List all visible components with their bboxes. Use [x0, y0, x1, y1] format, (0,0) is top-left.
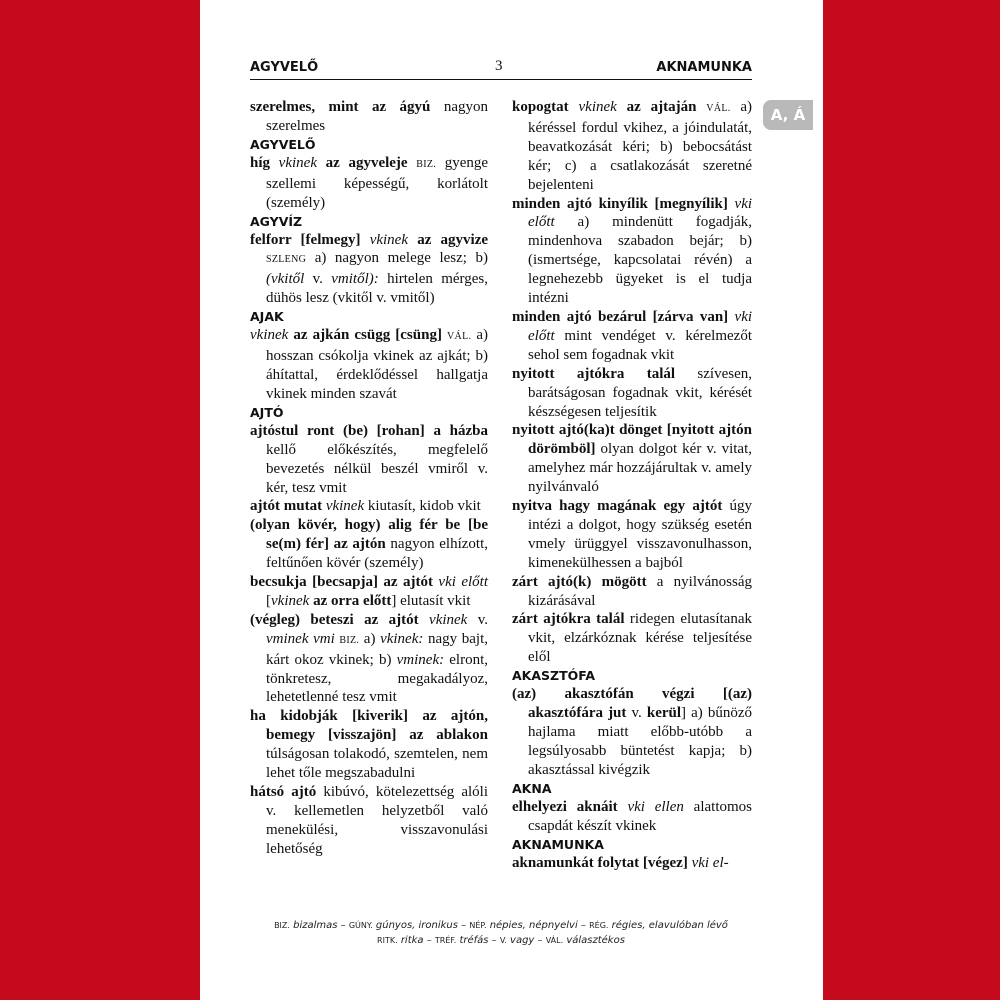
definition-text: vagy –	[506, 935, 546, 946]
phrase-italic: vminek vmi	[266, 630, 335, 647]
definition-text: alattomos csapdát készít vkinek	[528, 798, 752, 834]
definition-text: a) nagyon melege lesz; b)	[306, 250, 488, 267]
phrase-bold: az agyveleje	[325, 154, 408, 171]
dictionary-entry	[512, 610, 752, 667]
phrase-italic: vki előtt	[438, 574, 489, 591]
definition-text	[618, 799, 628, 815]
phrase-bold: (az) akasztófán végzi [(az) akasztófára jut	[512, 686, 752, 722]
headword: AKNAMUNKA	[512, 836, 604, 852]
abbreviation: VÁL.	[447, 331, 472, 343]
phrase-bold: nyitva hagy magának egy ajtót	[512, 498, 723, 515]
dictionary-entry	[512, 98, 752, 195]
header-rule	[250, 79, 752, 80]
dictionary-entry	[512, 685, 752, 780]
abbreviation: NÉP.	[469, 921, 487, 930]
definition-text: [	[266, 592, 271, 609]
headword: AGYVELŐ	[250, 136, 316, 152]
abbreviation: BIZ.	[339, 634, 360, 646]
abbreviation: TRÉF.	[434, 936, 457, 945]
phrase-italic: vmitől):	[331, 271, 379, 288]
phrase-bold: híg	[250, 154, 271, 171]
definition-text: ridegen elutasítanak vkit, elzárkóznak kérése teljesítése elől	[528, 611, 752, 666]
phrase-italic: vki el-	[691, 854, 729, 871]
definition-text	[617, 99, 627, 115]
definition-text: v.	[626, 705, 647, 722]
definition-text: népies, népnyelvi –	[486, 920, 590, 931]
definition-text: úgy intézi a dolgot, hogy szükség esetén vmely ürüggyel visszavonulhasson, kimenekülhessen a bajból	[528, 498, 753, 571]
phrase-bold: az orra előtt	[313, 592, 392, 609]
definition-text: ritka –	[397, 935, 435, 946]
column-right	[512, 98, 752, 872]
definition-text	[317, 155, 326, 171]
abbreviation: RÉG.	[589, 921, 609, 930]
phrase-bold: kopogtat	[512, 99, 569, 115]
phrase-bold: hátsó ajtó	[250, 784, 317, 800]
phrase-bold: ha kidobják [kiverik] az ajtón, bemegy [visszajön] az ablakon	[250, 708, 488, 744]
definition-text	[270, 155, 279, 171]
abbreviation: V.	[499, 936, 507, 945]
abbreviation-legend-line-1	[250, 920, 752, 931]
definition-text: a) mindenütt fogadják, mindenhova szabadon bejár; b) (ismertsége, kapcsolatai révén) a legnehezebb ügyeket is el tudja intézni	[528, 214, 752, 307]
dictionary-entry	[250, 611, 488, 708]
dictionary-entry	[250, 422, 488, 498]
phrase-bold: kerül	[646, 705, 682, 722]
phrase-italic: vki előtt	[528, 195, 753, 231]
phrase-bold: az ajkán csügg [csüng]	[293, 327, 442, 344]
dictionary-entry	[250, 707, 488, 783]
definition-text: ] elutasít vkit	[391, 592, 471, 609]
dictionary-entry	[250, 98, 488, 136]
phrase-bold: ajtóstul ront (be) [rohan] a házba	[250, 422, 488, 439]
definition-text: a) hosszan csókolja vkinek az ajkát; b) áhítattal, érdeklődéssel hallgatja vkinek minden szavát	[266, 327, 489, 402]
definition-text: a)	[359, 630, 381, 647]
headword: AJTÓ	[250, 404, 284, 420]
abbreviation: RITK.	[377, 936, 398, 945]
definition-text: tréfás –	[456, 935, 500, 946]
dictionary-entry	[512, 854, 752, 873]
definition-text	[419, 612, 429, 628]
phrase-italic: vkinek	[325, 498, 365, 515]
definition-text	[696, 99, 706, 115]
phrase-italic: vkinek	[278, 154, 317, 171]
dictionary-entry	[512, 573, 752, 611]
letter-tab: A, Á	[763, 100, 813, 130]
definition-text: túlságosan tolakodó, szemtelen, nem lehet tőle megszabadulni	[266, 746, 488, 782]
definition-text: szívesen, barátságosan fogadnak vkit, kérését készségesen teljesítik	[528, 365, 752, 420]
definition-text: régies, elavulóban lévő	[608, 920, 728, 931]
header-right-guideword: AKNAMUNKA	[656, 60, 752, 75]
phrase-italic: (vkitől	[266, 271, 305, 288]
column-left	[250, 98, 488, 859]
phrase-italic: vkinek	[271, 592, 310, 609]
left-red-band	[0, 0, 200, 1000]
phrase-bold: minden ajtó bezárul [zárva van]	[512, 308, 729, 325]
definition-text: hirtelen mérges, dühös lesz (vkitől v. vmitől)	[266, 271, 489, 307]
definition-text: kiutasít, kidob vkit	[364, 498, 481, 515]
definition-text	[408, 232, 417, 248]
definition-text: kellő előkészítés, megfelelő bevezetés nélkül beszél vmiről v. kér, tesz vmit	[266, 441, 488, 496]
headword: AKASZTÓFA	[512, 668, 596, 684]
abbreviation: VÁL.	[706, 103, 731, 114]
phrase-bold: zárt ajtó(k) mögött	[512, 573, 647, 590]
phrase-bold: szerelmes, mint az ágyú	[250, 99, 431, 115]
dictionary-entry	[250, 154, 488, 213]
definition-text: ] a) bűnöző hajlama miatt előbb-utóbb a legsúlyosabb büntetést kapja; b) akasztással kivégzik	[528, 705, 752, 778]
phrase-bold: nyitott ajtó(ka)t dönget [nyitott ajtón dörömböl]	[512, 422, 752, 458]
phrase-bold: becsukja [becsapja] az ajtót	[250, 574, 433, 591]
abbreviation: GÚNY.	[348, 921, 373, 930]
abbreviation: SZLENG	[266, 254, 307, 266]
phrase-bold: az ajtaján	[626, 99, 697, 115]
dictionary-entry	[512, 798, 752, 836]
phrase-italic: vkinek:	[380, 630, 424, 647]
dictionary-entry	[250, 516, 488, 573]
definition-text: választékos	[563, 935, 625, 946]
abbreviation: BIZ.	[416, 158, 437, 170]
dictionary-entry	[512, 195, 752, 308]
headword: AJAK	[250, 309, 284, 325]
phrase-italic: vkinek	[429, 611, 468, 628]
headword: AGYVÍZ	[250, 213, 303, 229]
definition-text: bizalmas –	[289, 920, 349, 931]
phrase-bold: az agyvize	[417, 231, 489, 248]
definition-text: olyan dolgot kér v. vitat, amelyhez már hozzájárultak v. amely nyilvánvaló	[528, 441, 752, 496]
definition-text: a) kéréssel fordul vkihez, a jóindulatát, beavatkozását kéri; b) bebocsátást kér; c) a csatlakozását szeretné bejelenteni	[528, 99, 753, 193]
phrase-bold: aknamunkát folytat [végez]	[512, 854, 688, 871]
definition-text	[728, 196, 735, 212]
definition-text: elront, tönkretesz, megakadályoz, lehetetlenné tesz vmit	[266, 651, 488, 706]
definition-text: nagyon szerelmes	[266, 99, 488, 134]
phrase-italic: vki előtt	[528, 308, 753, 344]
headword: AKNA	[512, 780, 552, 796]
phrase-bold: elhelyezi aknáit	[512, 798, 618, 815]
dictionary-entry	[250, 783, 488, 859]
dictionary-entry	[250, 573, 488, 611]
page-number: 3	[495, 58, 503, 74]
definition-text: v.	[467, 611, 489, 628]
definition-text	[361, 232, 370, 248]
definition-text: gyenge szellemi képességű, korlátolt (személy)	[266, 154, 489, 211]
phrase-italic: vminek:	[396, 651, 445, 668]
definition-text: kibúvó, kötelezettség alóli v. kellemetlen helyzetből való menekülési, visszavonulási lehetőség	[266, 784, 488, 857]
right-red-band	[823, 0, 1000, 1000]
definition-text: nagyon elhízott, feltűnően kövér (személy)	[266, 536, 488, 572]
phrase-italic: vkinek	[369, 231, 409, 248]
dictionary-entry	[250, 497, 488, 516]
phrase-bold: (olyan kövér, hogy) alig fér be [be se(m) fér] az ajtón	[250, 517, 488, 553]
phrase-bold: zárt ajtókra talál	[512, 611, 625, 628]
abbreviation: VÁL.	[545, 936, 564, 945]
dictionary-entry	[512, 308, 752, 365]
definition-text: v.	[304, 271, 332, 288]
definition-text	[408, 155, 417, 171]
definition-text: nagy bajt, kárt okoz vkinek; b)	[266, 630, 489, 668]
abbreviation: BIZ.	[274, 921, 290, 930]
phrase-bold: felforr [felmegy]	[250, 231, 361, 248]
definition-text: gúnyos, ironikus –	[372, 920, 470, 931]
dictionary-entry	[250, 231, 488, 309]
abbreviation-legend-line-2	[250, 935, 752, 946]
phrase-italic: vkinek	[250, 327, 289, 344]
phrase-bold: minden ajtó kinyílik [megnyílik]	[512, 195, 728, 212]
phrase-bold: nyitott ajtókra talál	[512, 365, 676, 382]
phrase-italic: vkinek	[578, 99, 617, 115]
dictionary-entry	[512, 365, 752, 422]
phrase-bold: (végleg) beteszi az ajtót	[250, 611, 419, 628]
header-left-guideword: AGYVELŐ	[250, 60, 319, 75]
definition-text	[569, 99, 579, 115]
phrase-bold: ajtót mutat	[250, 498, 323, 515]
phrase-italic: vki ellen	[627, 798, 684, 815]
dictionary-entry	[512, 421, 752, 497]
definition-text: a nyilvánosság kizárásával	[528, 573, 753, 609]
dictionary-entry	[512, 497, 752, 573]
dictionary-entry	[250, 326, 488, 404]
definition-text: mint vendéget v. kérelmezőt sehol sem fogadnak vkit	[528, 327, 752, 363]
